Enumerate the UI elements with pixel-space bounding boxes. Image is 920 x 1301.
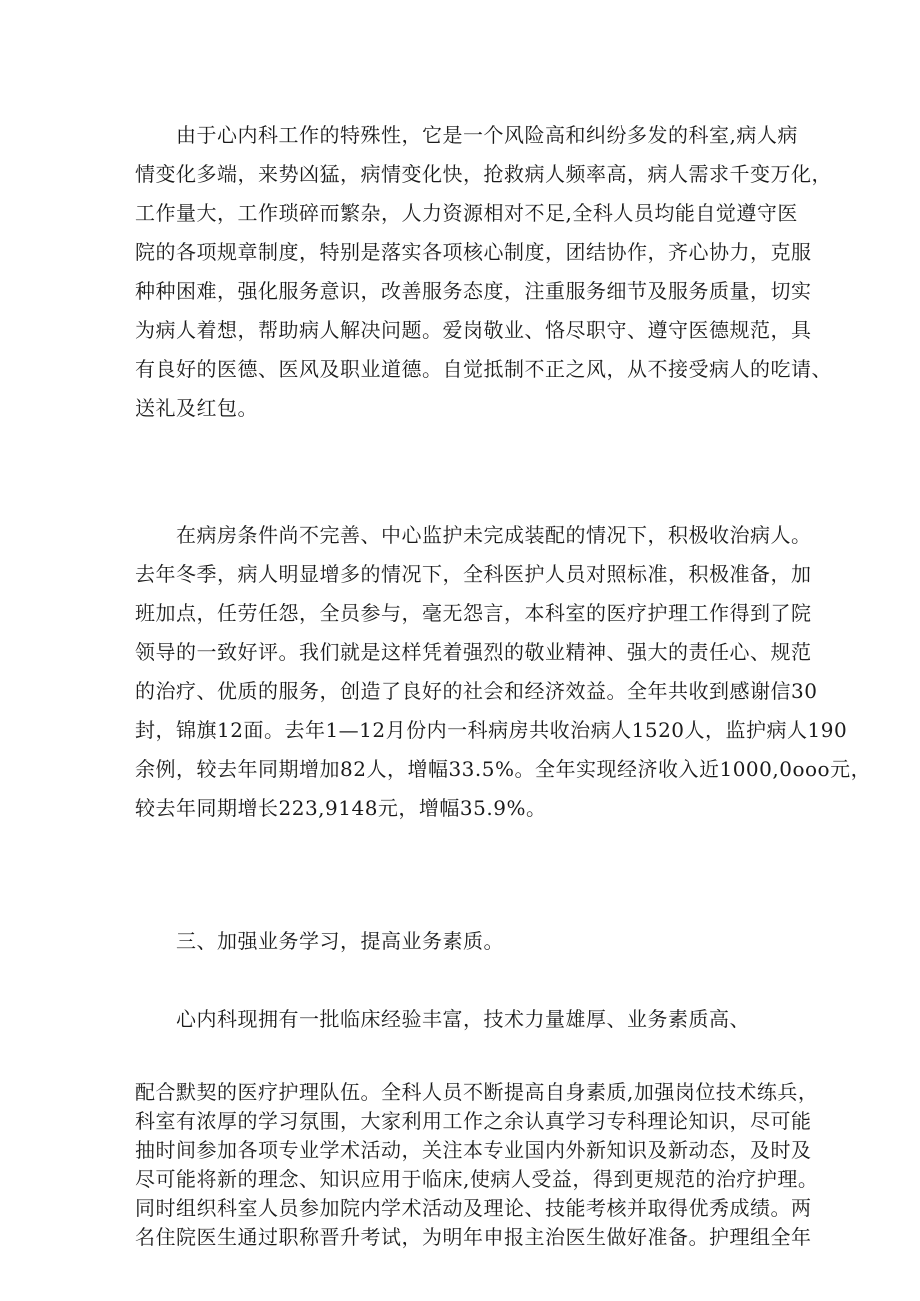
text-line: 去年冬季，病人明显增多的情况下，全科医护人员对照标准，积极准备，加 xyxy=(135,562,812,586)
text-line: 的治疗、优质的服务，创造了良好的社会和经济效益。全年共收到感谢信30 xyxy=(135,679,818,703)
paragraph-conduct xyxy=(135,116,832,428)
text-line: 送礼及红包。 xyxy=(135,396,258,420)
text-line: 心内科现拥有一批临床经验丰富，技术力量雄厚、业务素质高、 xyxy=(135,1007,750,1031)
text-line: 尽可能将新的理念、知识应用于临床,使病人受益，得到更规范的治疗护理。 xyxy=(135,1167,819,1191)
text-line: 为病人着想，帮助病人解决问题。爱岗敬业、恪尽职守、遵守医德规范，具 xyxy=(135,318,812,342)
paragraph-team-details xyxy=(135,1078,819,1252)
text-line: 院的各项规章制度，特别是落实各项核心制度，团结协作，齐心协力，克服 xyxy=(135,240,812,264)
text-line: 名住院医生通过职称晋升考试，为明年申报主治医生做好准备。护理组全年 xyxy=(135,1225,812,1249)
text-line: 领导的一致好评。我们就是这样凭着强烈的敬业精神、强大的责任心、规范 xyxy=(135,640,812,664)
heading-text: 三、加强业务学习，提高业务素质。 xyxy=(135,929,504,953)
text-line: 同时组织科室人员参加院内学术活动及理论、技能考核并取得优秀成绩。两 xyxy=(135,1196,812,1220)
text-line: 抽时间参加各项专业学术活动，关注本专业国内外新知识及新动态，及时及 xyxy=(135,1138,812,1162)
text-line: 有良好的医德、医风及职业道德。自觉抵制不正之风，从不接受病人的吃请、 xyxy=(135,357,832,381)
text-line: 工作量大，工作琐碎而繁杂，人力资源相对不足,全科人员均能自觉遵守医 xyxy=(135,201,798,225)
text-line: 配合默契的医疗护理队伍。全科人员不断提高自身素质,加强岗位技术练兵， xyxy=(135,1080,819,1104)
text-line: 封，锦旗12面。去年1—12月份内一科病房共收治病人1520人，监护病人190 xyxy=(135,718,848,742)
paragraph-team-intro xyxy=(135,1000,795,1039)
text-line: 班加点，任劳任怨，全员参与，毫无怨言，本科室的医疗护理工作得到了院 xyxy=(135,601,812,625)
text-line: 科室有浓厚的学习氛围，大家利用工作之余认真学习专科理论知识，尽可能 xyxy=(135,1109,812,1133)
paragraph-performance xyxy=(135,516,872,828)
text-line: 由于心内科工作的特殊性，它是一个风险高和纠纷多发的科室,病人病 xyxy=(135,123,798,147)
text-line: 较去年同期增长223,9148元，增幅35.9%。 xyxy=(135,796,547,820)
text-line: 情变化多端，来势凶猛，病情变化快，抢救病人频率高，病人需求千变万化， xyxy=(135,162,832,186)
section-heading xyxy=(135,922,795,961)
text-line: 种种困难，强化服务意识，改善服务态度，注重服务细节及服务质量，切实 xyxy=(135,279,812,303)
text-line: 在病房条件尚不完善、中心监护未完成装配的情况下，积极收治病人。 xyxy=(135,523,812,547)
text-line: 余例，较去年同期增加82人，增幅33.5%。全年实现经济收入近1000,0ooo元， xyxy=(135,757,872,781)
